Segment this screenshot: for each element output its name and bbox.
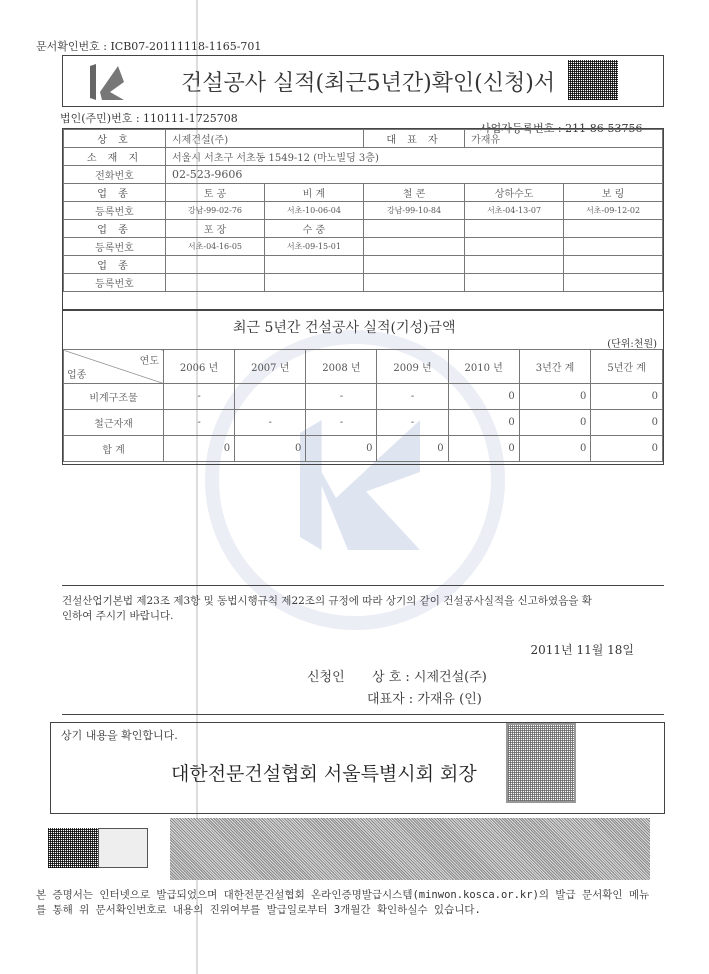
- table-row: [64, 410, 663, 436]
- request-date: 2011년 11월 18일: [530, 643, 634, 657]
- rep-value: 가재유: [465, 130, 663, 148]
- corner-year-label: 연도: [139, 356, 159, 367]
- category-name: 비계구조물: [64, 384, 164, 410]
- applicant-company: 상 호 : 시제건설(주): [372, 670, 487, 685]
- amount-cell: 0: [591, 410, 663, 436]
- official-seal: [506, 723, 576, 803]
- document-title: 건설공사 실적(최근5년간)확인(신청)서: [181, 71, 556, 96]
- license-reg-number: 서초-10-06-04: [264, 202, 363, 220]
- amount-cell: 0: [306, 436, 377, 462]
- table-row: [64, 384, 663, 410]
- license-type-label: 업 종: [64, 184, 166, 202]
- applicant-label: 신청인: [307, 670, 345, 685]
- issuer-name: 대한전문건설협회 서울특별시회 회장: [171, 763, 477, 785]
- amount-cell: 0: [164, 436, 235, 462]
- license-reg-number: 서초-04-13-07: [465, 202, 564, 220]
- license-type-label: 업 종: [64, 256, 166, 274]
- year-column-header: 2008 년: [306, 350, 377, 384]
- year-column-header: 2010 년: [448, 350, 519, 384]
- license-reg-number: [564, 238, 663, 256]
- company-label: 상 호: [64, 130, 166, 148]
- license-type: 토 공: [166, 184, 265, 202]
- license-reg-label: 등록번호: [64, 238, 166, 256]
- request-text: 건설산업기본법 제23조 제3항 및 동법시행규칙 제22조의 규정에 따라 상기의 같이 건설공사실적을 신고하였음을 확인하여 주시기 바랍니다.: [62, 595, 592, 622]
- amount-cell: 0: [448, 384, 519, 410]
- license-type: 철 콘: [363, 184, 464, 202]
- amount-cell: 0: [448, 436, 519, 462]
- amount-cell: -: [306, 384, 377, 410]
- license-type: [564, 256, 663, 274]
- amount-cell: 0: [519, 384, 591, 410]
- kosca-logo-icon: [88, 62, 128, 102]
- header-box: [62, 55, 664, 107]
- corner-type-label: 업종: [67, 370, 87, 381]
- amount-cell: 0: [519, 436, 591, 462]
- performance-section: [62, 310, 664, 465]
- company-value: 시제건설(주): [166, 130, 364, 148]
- amount-cell: 0: [235, 436, 306, 462]
- license-type: [465, 220, 564, 238]
- qr-code: [568, 60, 618, 100]
- license-type: [363, 220, 464, 238]
- address-value: 서울시 서초구 서초동 1549-12 (마노빌딩 3층): [166, 148, 663, 166]
- license-reg-label: 등록번호: [64, 202, 166, 220]
- year-column-header: 2006 년: [164, 350, 235, 384]
- year-column-header: 5년간 계: [591, 350, 663, 384]
- license-reg-number: [465, 274, 564, 292]
- license-type: 수 중: [264, 220, 363, 238]
- address-label: 소 재 지: [64, 148, 166, 166]
- license-reg-number: 강남-99-02-76: [166, 202, 265, 220]
- amount-cell: [235, 384, 306, 410]
- license-reg-label: 등록번호: [64, 274, 166, 292]
- amount-cell: -: [377, 384, 448, 410]
- amount-cell: -: [164, 410, 235, 436]
- phone-label: 전화번호: [64, 166, 166, 184]
- amount-cell: 0: [519, 410, 591, 436]
- license-reg-number: [363, 274, 464, 292]
- amount-cell: -: [235, 410, 306, 436]
- category-name: 합 계: [64, 436, 164, 462]
- applicant-rep: 대표자 : 가재유 (인): [367, 692, 482, 707]
- biz-number: 사업자등록번호 : 211-86-53756: [480, 122, 643, 135]
- license-type: [564, 220, 663, 238]
- amount-cell: 0: [377, 436, 448, 462]
- license-reg-number: [363, 238, 464, 256]
- license-type: 상하수도: [465, 184, 564, 202]
- year-column-header: 3년간 계: [519, 350, 591, 384]
- rep-label: 대 표 자: [363, 130, 464, 148]
- amount-cell: 0: [448, 410, 519, 436]
- license-type: 포 장: [166, 220, 265, 238]
- unit-label: (단위:천원): [607, 339, 657, 350]
- performance-title: 최근 5년간 건설공사 실적(기성)금액: [233, 320, 456, 336]
- barcode-label-box: [98, 828, 148, 868]
- license-type: [264, 256, 363, 274]
- license-type: 비 계: [264, 184, 363, 202]
- amount-cell: -: [306, 410, 377, 436]
- license-type: [166, 256, 265, 274]
- doc-number: 문서확인번호 : ICB07-20111118-1165-701: [36, 40, 262, 53]
- amount-cell: -: [377, 410, 448, 436]
- license-reg-number: [166, 274, 265, 292]
- license-reg-number: [465, 238, 564, 256]
- amount-cell: 0: [591, 436, 663, 462]
- license-type: 보 링: [564, 184, 663, 202]
- license-reg-number: [564, 274, 663, 292]
- license-reg-number: 서초-09-15-01: [264, 238, 363, 256]
- phone-value: 02-523-9606: [166, 166, 663, 184]
- year-column-header: 2009 년: [377, 350, 448, 384]
- footer-notice: 본 증명서는 인터넷으로 발급되었으며 대한전문건설협회 온라인증명발급시스템(minwon.kosca.or.kr)의 발급 문서확인 메뉴를 통해 위 문서확인번호로 내용의 진위여부를 발급일로부터 3개월간 확인하실수 있습니다.: [36, 889, 650, 916]
- table-row: [64, 436, 663, 462]
- confirm-text: 상기 내용을 확인합니다.: [61, 729, 178, 742]
- license-type: [465, 256, 564, 274]
- amount-cell: -: [164, 384, 235, 410]
- info-section: [62, 128, 664, 310]
- license-reg-number: 강남-99-10-84: [363, 202, 464, 220]
- license-type: [363, 256, 464, 274]
- amount-cell: 0: [591, 384, 663, 410]
- security-pattern: [170, 818, 650, 880]
- confirm-section: [50, 722, 665, 814]
- license-reg-number: [264, 274, 363, 292]
- license-reg-number: 서초-09-12-02: [564, 202, 663, 220]
- license-type-label: 업 종: [64, 220, 166, 238]
- corp-number: 법인(주민)번호 : 110111-1725708: [60, 112, 238, 125]
- category-name: 철근자재: [64, 410, 164, 436]
- barcode-2d: [48, 828, 98, 868]
- request-section: [62, 585, 664, 715]
- year-column-header: 2007 년: [235, 350, 306, 384]
- license-reg-number: 서초-04-16-05: [166, 238, 265, 256]
